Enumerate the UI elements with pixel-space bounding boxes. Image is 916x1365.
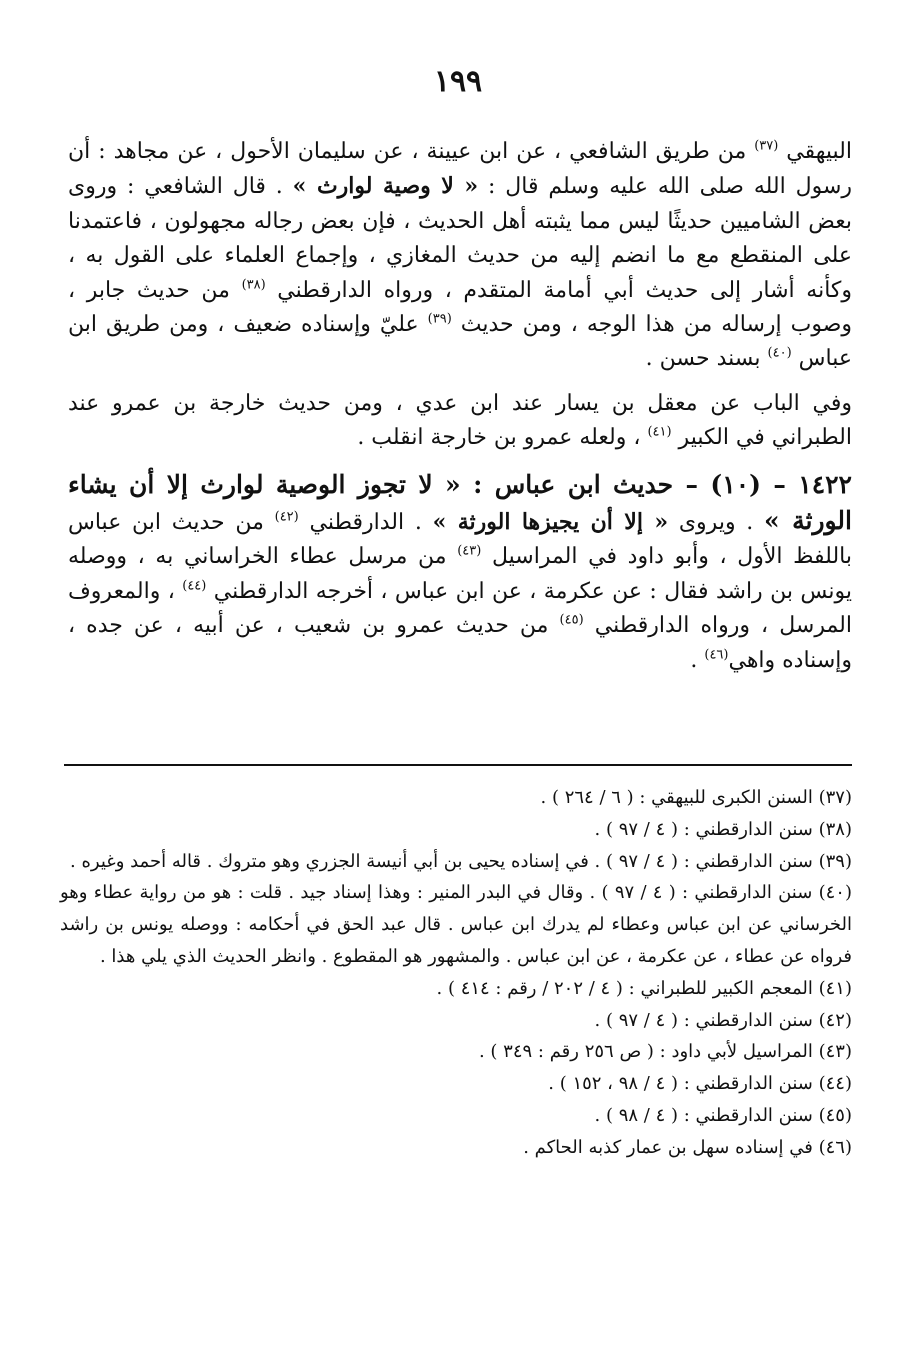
footnote-ref-39: (٣٩): [427, 311, 452, 327]
text-segment: وفي الباب عن معقل بن يسار عند ابن عدي ، ومن حديث خارجة بن عمرو عند الطبراني في الكبير: [68, 390, 852, 451]
text-segment: البيهقي: [778, 139, 852, 164]
paragraph-1: [68, 135, 852, 377]
text-segment: . ويروى: [668, 510, 765, 536]
paragraph-3: [68, 468, 852, 678]
text-segment: من مرسل عطاء الخراساني به ، ووصله يونس بن راشد فقال : عن عكرمة ، عن ابن عباس ، أخرجه الدارقطني: [68, 544, 852, 604]
footnote-39: (٣٩) سنن الدارقطني : ( ٤ / ٩٧ ) . في إسناده يحيى بن أبي أنيسة الجزري وهو متروك . قاله أحمد وغيره .: [70, 850, 852, 872]
footnote-ref-44: (٤٤): [182, 578, 207, 594]
footnote-38: (٣٨) سنن الدارقطني : ( ٤ / ٩٧ ) .: [594, 818, 852, 840]
text-segment: بسند حسن .: [645, 346, 768, 372]
footnote-divider: [64, 764, 852, 766]
text-segment: ، ولعله عمرو بن خارجة انقلب .: [357, 425, 648, 451]
text-segment: من حديث عمرو بن شعيب ، عن أبيه ، عن جده ، وإسناده واهي: [68, 613, 852, 673]
footnote-41: (٤١) المعجم الكبير للطبراني : ( ٤ / ٢٠٢ / رقم : ٤١٤ ) .: [436, 977, 852, 999]
text-segment: ، والمعروف المرسل ، ورواه الدارقطني: [68, 578, 852, 639]
text-segment: من طريق الشافعي ، عن ابن عيينة ، عن سليمان الأحول ، عن مجاهد : أن رسول الله صلى الله عليه وسلم قال :: [68, 139, 853, 200]
hadith-quote: « لا وصية لوارث »: [292, 173, 479, 200]
footnote-42: (٤٢) سنن الدارقطني : ( ٤ / ٩٧ ) .: [594, 1009, 852, 1031]
footnote-ref-45: (٤٥): [559, 612, 584, 628]
text-segment: من حديث ابن عباس باللفظ الأول ، وأبو داود في المراسيل: [68, 510, 852, 570]
text-segment: . الدارقطني: [298, 510, 433, 536]
footnotes: [60, 782, 852, 1164]
footnote-ref-38: (٣٨): [241, 277, 266, 293]
text-segment: عليّ وإسناده ضعيف ، ومن طريق ابن عباس: [68, 312, 852, 372]
text-segment: .: [690, 647, 705, 673]
text-segment: من حديث جابر ، وصوب إرساله من هذا الوجه ، ومن حديث: [68, 277, 852, 338]
footnote-37: (٣٧) السنن الكبرى للبيهقي : ( ٦ / ٢٦٤ ) .: [540, 787, 852, 808]
footnote-40: (٤٠) سنن الدارقطني : ( ٤ / ٩٧ ) . وقال في البدر المنير : وهذا إسناد جيد . قلت : هو من رواية عطاء وهو الخرساني عن ابن عباس وعطاء لم يدرك ابن عباس . قال عبد الحق في أحكامه : ووصله يونس بن راشد فرواه عن عطاء ، عن عكرمة ، عن ابن عباس . والمشهور هو المقطوع . وانظر الحديث الذي يلي هذا .: [60, 882, 852, 967]
footnote-ref-46: (٤٦): [704, 647, 729, 663]
footnote-45: (٤٥) سنن الدارقطني : ( ٤ / ٩٨ ) .: [594, 1104, 852, 1126]
footnote-ref-41: (٤١): [647, 424, 672, 440]
footnote-ref-37: (٣٧): [754, 138, 779, 154]
footnote-ref-43: (٤٣): [457, 544, 482, 560]
footnote-46: (٤٦) في إسناده سهل بن عمار كذبه الحاكم .: [523, 1136, 852, 1158]
text-segment: . قال الشافعي : وروى بعض الشاميين حديثًا ليس مما يثبته أهل الحديث ، فإن بعض رجاله مجهولون ، فاعتمدنا على المنقطع مع ما انضم إليه من حديث المغازي ، وإجماع العلماء على القول به ، وكأنه أشار إلى حديث أبي أمامة المتقدم ، ورواه الدارقطني: [68, 174, 852, 303]
hadith-quote: « إلا أن يجيزها الورثة »: [432, 509, 669, 536]
main-text: [68, 135, 852, 678]
footnote-ref-40: (٤٠): [767, 346, 792, 362]
footnote-ref-42: (٤٢): [274, 509, 299, 525]
page-number: ١٩٩: [433, 64, 483, 99]
paragraph-2: [68, 387, 852, 456]
footnote-44: (٤٤) سنن الدارقطني : ( ٤ / ٩٨ ، ١٥٢ ) .: [548, 1073, 852, 1095]
footnote-43: (٤٣) المراسيل لأبي داود : ( ص ٢٥٦ رقم : ٣٤٩ ) .: [478, 1041, 852, 1063]
hadith-heading: ١٤٢٢ – (١٠) – حديث ابن عباس : « لا تجوز الوصية لوارث إلا أن يشاء الورثة »: [68, 469, 852, 536]
